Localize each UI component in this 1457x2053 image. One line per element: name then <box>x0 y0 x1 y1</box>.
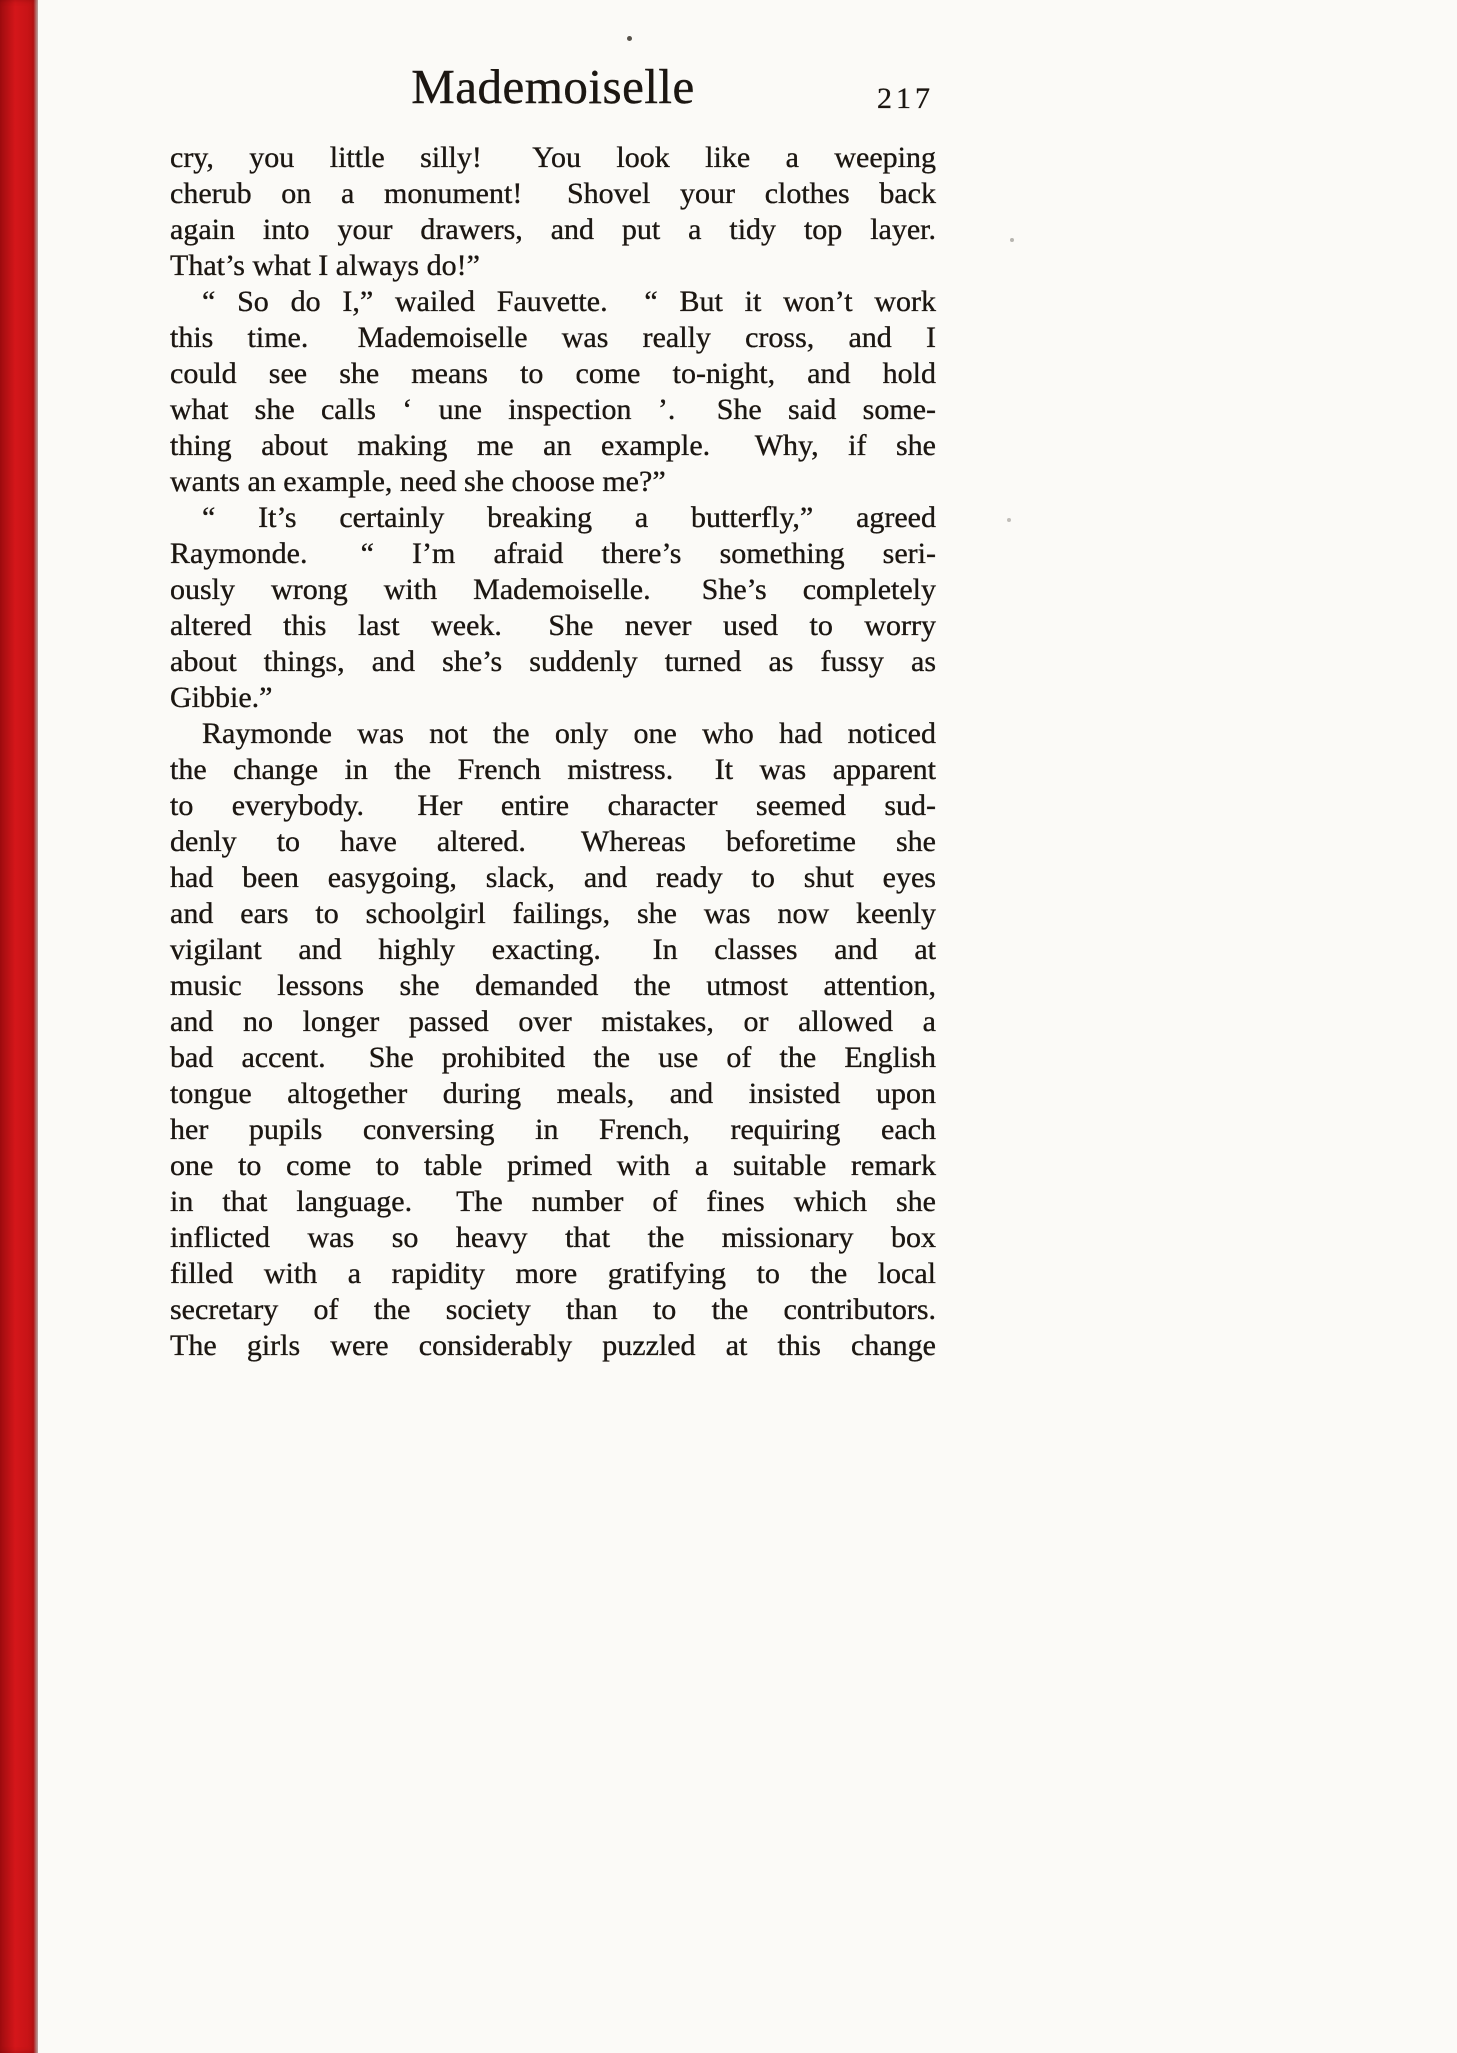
text-line: the change in the French mistress. It was apparent <box>170 753 936 786</box>
text-line: one to come to table primed with a suitable remark <box>170 1149 936 1182</box>
text-line: ously wrong with Mademoiselle. She’s completely <box>170 573 936 606</box>
text-line: denly to have altered. Whereas beforetime she <box>170 825 936 858</box>
text-line: “ It’s certainly breaking a butterfly,” agreed <box>202 501 936 534</box>
text-line: cherub on a monument! Shovel your clothes back <box>170 177 936 210</box>
text-line: secretary of the society than to the contributors. <box>170 1293 936 1326</box>
text-line: inflicted was so heavy that the missionary box <box>170 1221 936 1254</box>
text-line: and no longer passed over mistakes, or allowed a <box>170 1005 936 1038</box>
text-line: music lessons she demanded the utmost attention, <box>170 969 936 1002</box>
text-line: altered this last week. She never used to worry <box>170 609 936 642</box>
text-line: about things, and she’s suddenly turned as fussy as <box>170 645 936 678</box>
page-title: Mademoiselle <box>411 59 695 114</box>
text-line: this time. Mademoiselle was really cross, and I <box>170 321 936 354</box>
text-line: vigilant and highly exacting. In classes and at <box>170 933 936 966</box>
paragraph <box>170 716 936 1364</box>
paragraph <box>170 140 936 284</box>
text-line: The girls were considerably puzzled at this change <box>170 1329 936 1362</box>
scan-speck <box>1010 238 1014 242</box>
text-line: her pupils conversing in French, requiring each <box>170 1113 936 1146</box>
text-line: thing about making me an example. Why, if she <box>170 429 936 462</box>
book-red-edge <box>0 0 38 2053</box>
page-number: 217 <box>877 82 934 115</box>
text-line: again into your drawers, and put a tidy top layer. <box>170 213 936 246</box>
text-line: That’s what I always do!” <box>170 249 480 282</box>
text-line: in that language. The number of fines which she <box>170 1185 936 1218</box>
text-line: Raymonde. “ I’m afraid there’s something seri- <box>170 537 936 570</box>
text-line: what she calls ‘ une inspection ’. She said some- <box>170 393 936 426</box>
text-line: and ears to schoolgirl failings, she was now keenly <box>170 897 936 930</box>
paragraph <box>170 500 936 716</box>
scan-speck <box>627 36 632 41</box>
page-header <box>170 60 936 140</box>
text-line: cry, you little silly! You look like a weeping <box>170 141 936 174</box>
text-line: could see she means to come to-night, and hold <box>170 357 936 390</box>
text-line: bad accent. She prohibited the use of the English <box>170 1041 936 1074</box>
page-content <box>170 60 936 1364</box>
text-line: filled with a rapidity more gratifying to the local <box>170 1257 936 1290</box>
paragraph <box>170 284 936 500</box>
text-line: wants an example, need she choose me?” <box>170 465 666 498</box>
text-line: to everybody. Her entire character seemed sud- <box>170 789 936 822</box>
text-line: tongue altogether during meals, and insisted upon <box>170 1077 936 1110</box>
text-line: Gibbie.” <box>170 681 273 714</box>
body-text <box>170 140 936 1364</box>
scan-speck <box>1007 518 1011 522</box>
text-line: “ So do I,” wailed Fauvette. “ But it won’t work <box>202 285 936 318</box>
text-line: had been easygoing, slack, and ready to shut eyes <box>170 861 936 894</box>
text-line: Raymonde was not the only one who had noticed <box>202 717 936 750</box>
